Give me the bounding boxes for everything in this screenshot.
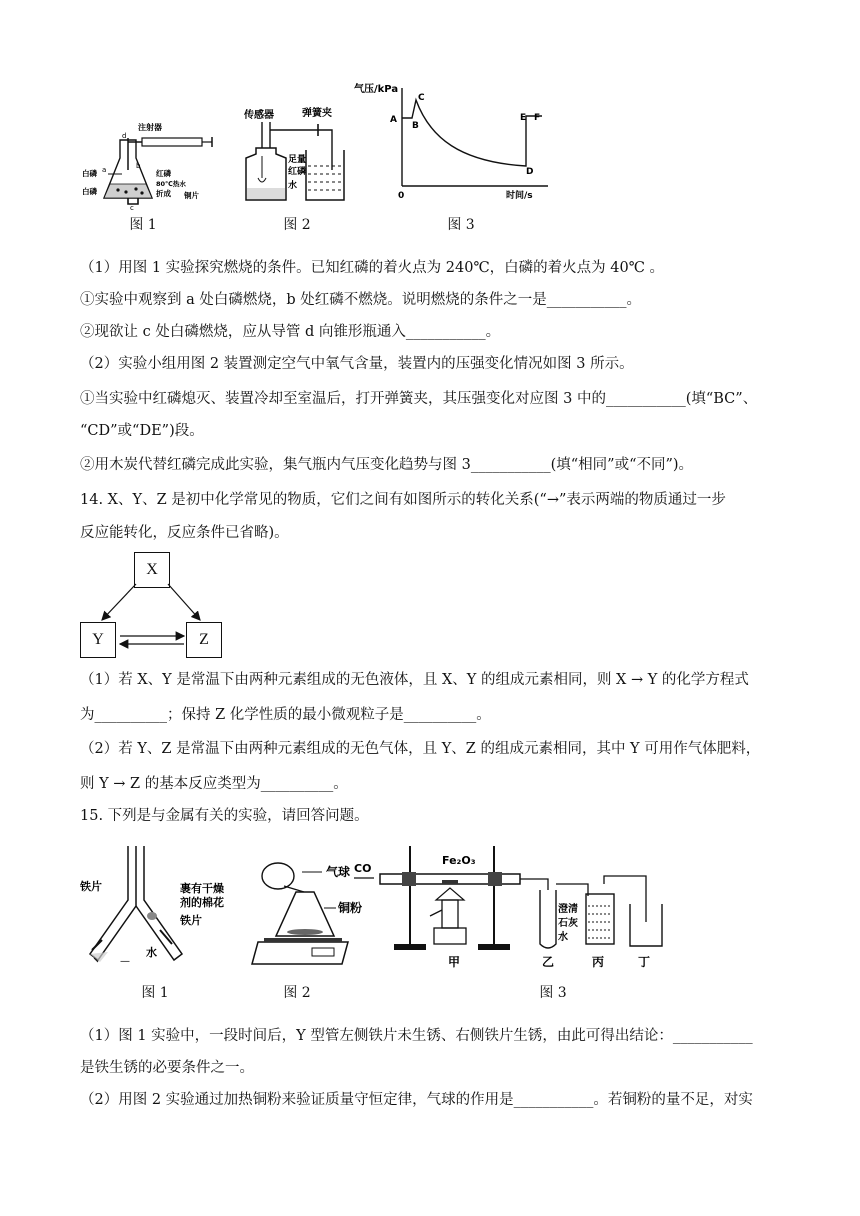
q15-fig3-limewater-line2: 石灰 bbox=[558, 918, 578, 929]
q15-fig3-jia: 甲 bbox=[448, 955, 461, 969]
fig2-sensor-label: 传感器 bbox=[244, 110, 274, 121]
q15-fig3-bing: 丙 bbox=[592, 955, 605, 969]
q15-fig1-cotton-line1: 裹有干燥 bbox=[180, 882, 224, 895]
fig3-ylabel: 气压/kPa bbox=[354, 84, 399, 95]
q15-stem: 15. 下列是与金属有关的实验，请回答问题。 bbox=[80, 808, 369, 824]
q13-part2: （2）实验小组用图 2 装置测定空气中氧气含量，装置内的压强变化情况如图 3 所示。 bbox=[80, 356, 634, 372]
fig2-oxygen-apparatus bbox=[242, 100, 352, 210]
fig3-origin: 0 bbox=[398, 191, 405, 200]
fig1-white-phosphorus-bottom-label: 白磷 bbox=[82, 187, 97, 196]
fig3-point-d: D bbox=[526, 167, 534, 177]
q15-fig1-caption: 图 1 bbox=[141, 985, 169, 1001]
fig1-b-label: b bbox=[136, 162, 141, 170]
fig3-caption: 图 3 bbox=[447, 217, 475, 233]
q15-fig1-y-tube bbox=[80, 840, 240, 975]
q14-stem-line1: 14. X、Y、Z 是初中化学常见的物质，它们之间有如图所示的转化关系(“→”表示两端的物质通过一步 bbox=[80, 492, 726, 508]
q13-part2-a-line2: “CD”或“DE”)段。 bbox=[80, 423, 204, 439]
fig1-combustion-apparatus bbox=[80, 110, 220, 210]
fig3-point-b: B bbox=[412, 121, 419, 131]
q14-part1-line2: 为__________；保持 Z 化学性质的最小微观粒子是__________。 bbox=[80, 707, 491, 723]
fig1-folded-label: 折成 bbox=[156, 189, 171, 198]
fig1-syringe-label: 注射器 bbox=[138, 123, 162, 132]
q14-part1-line1: （1）若 X、Y 是常温下由两种元素组成的无色液体，且 X、Y 的组成元素相同，则 X → Y 的化学方程式 bbox=[80, 672, 749, 688]
q13-part1-b: ②现欲让 c 处白磷燃烧，应从导管 d 向锥形瓶通入___________。 bbox=[80, 324, 501, 340]
node-y: Y bbox=[80, 622, 116, 658]
fig1-hot-water-label: 80℃热水 bbox=[156, 180, 186, 188]
q15-fig3-ding: 丁 bbox=[638, 955, 651, 969]
fig1-c-label: c bbox=[130, 204, 134, 210]
q15-fig1-iron-right: 铁片 bbox=[180, 914, 202, 927]
q13-part2-a-line1: ①当实验中红磷熄灭、装置冷却至室温后，打开弹簧夹，其压强变化对应图 3 中的___________(填“BC”、 bbox=[80, 391, 758, 407]
q15-fig2-copper: 铜粉 bbox=[338, 901, 363, 915]
fig1-red-phosphorus-label: 红磷 bbox=[156, 169, 171, 178]
fig3-point-c: C bbox=[418, 93, 425, 103]
fig2-caption: 图 2 bbox=[283, 217, 311, 233]
fig2-red-phosphorus-label: 红磷 bbox=[288, 167, 307, 177]
fig2-water-label: 水 bbox=[288, 181, 298, 191]
fig2-enough-label: 足量 bbox=[288, 155, 307, 165]
fig3-point-a: A bbox=[390, 115, 397, 125]
q15-part2: （2）用图 2 实验通过加热铜粉来验证质量守恒定律，气球的作用是___________。若铜粉的量不足，对实 bbox=[80, 1092, 753, 1108]
node-z: Z bbox=[186, 622, 222, 658]
q15-fig2-caption: 图 2 bbox=[283, 985, 311, 1001]
q13-part1-a: ①实验中观察到 a 处白磷燃烧，b 处红磷不燃烧。说明燃烧的条件之一是___________。 bbox=[80, 292, 642, 308]
q15-part1-line1: （1）图 1 实验中，一段时间后，Y 型管左侧铁片未生锈、右侧铁片生锈，由此可得出结论：___________ bbox=[80, 1028, 753, 1044]
q15-fig3-limewater-line1: 澄清 bbox=[558, 904, 578, 915]
q15-fig1-iron-left: 铁片 bbox=[80, 880, 102, 893]
node-x: X bbox=[134, 552, 170, 588]
q15-fig3-co: CO bbox=[354, 862, 372, 875]
fig2-clamp-label: 弹簧夹 bbox=[302, 108, 332, 119]
fig3-point-f: F bbox=[534, 113, 541, 123]
q14-part2-line1: （2）若 Y、Z 是常温下由两种元素组成的无色气体，且 Y、Z 的组成元素相同，其中 Y 可用作气体肥料， bbox=[80, 741, 761, 757]
fig3-xlabel: 时间/s bbox=[506, 191, 533, 200]
q15-part1-line2: 是铁生锈的必要条件之一。 bbox=[80, 1060, 254, 1076]
q15-fig1-cotton-line2: 剂的棉花 bbox=[180, 896, 224, 909]
q15-fig3-fe2o3: Fe₂O₃ bbox=[442, 854, 476, 867]
fig1-white-phosphorus-label: 白磷 bbox=[82, 169, 97, 178]
q15-fig1-dash: — bbox=[120, 956, 130, 967]
q14-stem-line2: 反应能转化，反应条件已省略)。 bbox=[80, 525, 289, 541]
fig1-a-label: a bbox=[102, 166, 107, 174]
fig3-pressure-chart bbox=[350, 80, 560, 200]
fig3-point-e: E bbox=[520, 113, 527, 123]
q15-fig1-water: 水 bbox=[146, 946, 157, 959]
q15-fig2-balloon: 气球 bbox=[326, 865, 351, 879]
q14-diagram bbox=[80, 550, 240, 660]
q15-fig3-limewater-line3: 水 bbox=[558, 932, 568, 943]
q15-fig3-yi: 乙 bbox=[542, 955, 555, 969]
q13-part2-b: ②用木炭代替红磷完成此实验，集气瓶内气压变化趋势与图 3___________(填“相同”或“不同”)。 bbox=[80, 457, 694, 473]
fig1-d-label: d bbox=[122, 132, 127, 140]
fig1-copper-label: 铜片 bbox=[184, 191, 199, 200]
fig1-caption: 图 1 bbox=[129, 217, 157, 233]
q15-fig3-caption: 图 3 bbox=[539, 985, 567, 1001]
q14-part2-line2: 则 Y → Z 的基本反应类型为__________。 bbox=[80, 776, 348, 792]
q13-part1: （1）用图 1 实验探究燃烧的条件。已知红磷的着火点为 240℃，白磷的着火点为 40℃ 。 bbox=[80, 260, 665, 276]
q15-fig3-co-reduction bbox=[350, 840, 670, 980]
